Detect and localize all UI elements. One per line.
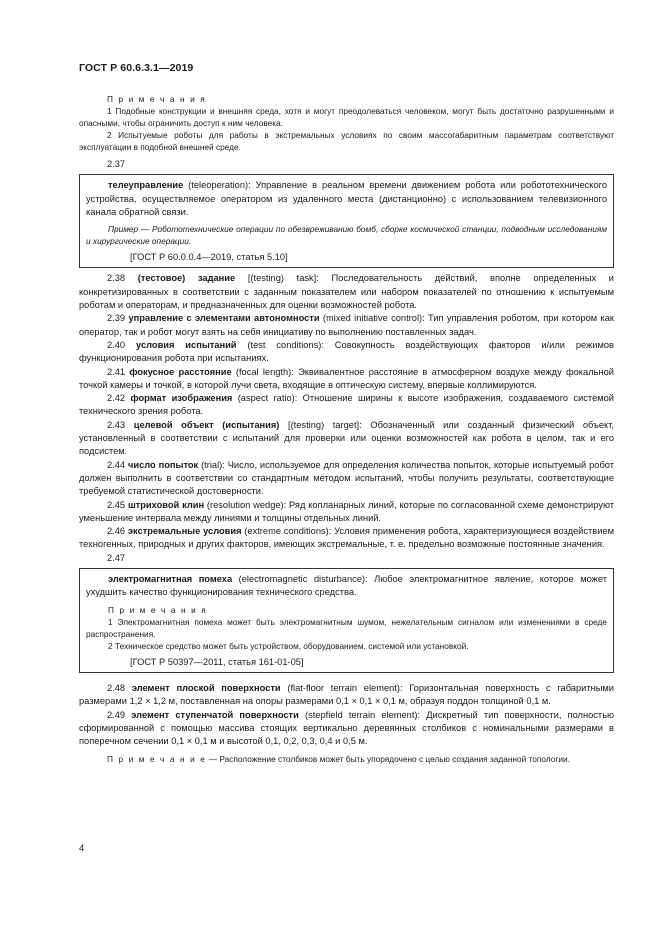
definition-text: (aspect ratio): Отношение ширины к высоте изображения, создаваемого системой технического зрения робота. [79,393,614,417]
note-text: — Расположение столбиков может быть упорядочено с целью создания заданной топологии. [206,754,570,765]
page-number: 4 [79,843,85,854]
definition-text: (resolution wedge): Ряд копланарных линий, которые по согласованной схеме демонстрируют уменьшение интервала между линиями и толщины отдельных линий. [79,499,614,523]
definition-text: (teleoperation): Управление в реальном времени движением робота или робототехнического устройства, осуществляемое оператором из удаленного места (дистанционно) с использованием телевизионного канала обратной связи. [86,180,607,217]
definition-2-41 [79,366,614,393]
definition-2-43 [79,419,614,459]
example [86,223,607,247]
example-text: — Робототехнические операции по обезвреживанию бомб, сборке космической станции, подводным исследованиям и хирургические операции. [86,224,607,247]
section-number: 2.39 [107,313,126,324]
term: управление с элементами автономности [128,313,320,324]
definition-text: (stepfield terrain element): Дискретный тип поверхности, полностью сформированной с помощью массива стоящих вертикально деревянных столбиков с номинальными размерами в поперечном сечении 0,1 × 0,1 м и высотой 0,1, 0,2, 0,3, 0,4 и 0,5 м. [79,709,615,747]
definition-2-38 [79,272,614,312]
reference: [ГОСТ Р 60.0.0.4—2019, статья 5.10] [130,252,288,263]
definition-box-2-47 [79,568,614,673]
definition-2-46 [79,525,614,552]
term: экстремальные условия [127,526,242,537]
notes-2-47 [86,604,607,652]
definition-text: (electromagnetic disturbance): Любое электромагнитное явление, которое может ухудшить качество функционирования технического средства. [86,574,607,598]
section-number: 2.43 [107,419,126,430]
definition-2-42 [79,392,614,419]
term: целевой объект (испытания) [133,419,280,430]
section-number: 2.46 [107,526,126,537]
notes-label: П р и м е ч а н и я [107,94,207,104]
section-number-2-37: 2.37 [107,159,126,169]
definition-text: (trial): Число, используемое для определения количества попыток, которые испытуемый робот должен выполнить в соответствии со стандартным методом испытаний, чтобы получить результаты, соответствующие требуемой статистической достоверности. [79,459,614,497]
term: штриховой клин [127,499,205,510]
definition-text: (mixed initiative control): Тип управления роботом, при котором как оператор, так и робот могут взять на себя инициативу по выполнению поставленных задач. [79,313,614,337]
document-header: ГОСТ Р 60.6.3.1—2019 [79,62,194,74]
section-number: 2.49 [107,709,126,720]
notes-top [79,93,614,153]
definition-text: [(testing) task]: Последовательность действий, вполне определенных и конкретизированных в соответствии с заданным показателем или набором показателей по отношению к испытуемым роботам и операторам, и предназначенных для оценки возможностей робота. [79,273,614,311]
definition-2-48 [79,682,614,709]
definition-2-40 [79,339,614,366]
section-number: 2.44 [107,459,126,470]
definition-text: (test conditions): Совокупность воздействующих факторов и/или режимов функционирования робота при испытаниях. [79,339,614,364]
example-label: Пример [108,224,139,235]
section-number: 2.40 [107,339,126,350]
section-number: 2.41 [107,366,126,377]
reference: [ГОСТ Р 50397—2011, статья 161-01-05] [130,656,304,667]
note-bottom [79,753,614,765]
notes-label: П р и м е ч а н и я [108,604,208,615]
definition-text: (extreme conditions): Условия применения робота, характеризующиеся воздействием техногенных, природных и других факторов, имеющих экстремальные, т. е. предельно возможные постоянные значения. [79,526,614,550]
definition-text: (flat-floor terrain element): Горизонтальная поверхность с габаритными размерами 1,2 × 1,2 м, поставленная на опоры размерами 0,1 × 0,1 × 0,1 м, образуя поддон толщиной 0,1 м. [79,682,614,707]
section-number: 2.42 [107,393,126,404]
definition-2-49 [79,709,614,749]
term: число попыток [127,459,199,470]
definition-text: (focal length): Эквивалентное расстояние в атмосферном воздухе между фокальной точкой камеры и точкой, в которой лучи света, входящие в оптическую систему, впервые коллимируются. [79,366,614,390]
definition-box-2-37 [79,174,614,268]
term: элемент плоской поверхности [131,682,281,693]
term: фокусное расстояние [129,366,232,377]
definition-2-37 [86,179,607,219]
note-2: 2 Испытуемые роботы для работы в экстремальных условиях по своим массогабаритным параметрам соответствуют эксплуатации в подобной внешней среде. [79,130,614,152]
note-label: П р и м е ч а н и е [107,754,207,765]
definition-2-44 [79,459,614,499]
term: (тестовое) задание [137,273,236,284]
term: электромагнитная помеха [108,574,233,585]
definition-text: [(testing) target]: Обозначенный или созданный физический объект, установленный в соответствии с испытаний для проверки или оценки возможностей как робота в целом, так и его подсистем. [79,419,614,457]
section-number-2-47: 2.47 [107,552,126,563]
term: формат изображения [130,393,233,404]
definition-2-45 [79,499,614,526]
note-2: 2 Техническое средство может быть устройством, оборудованием, системой или установкой. [108,640,469,651]
document-body [79,93,614,765]
term: элемент ступенчатой поверхности [131,709,299,720]
section-number: 2.38 [107,273,126,284]
definition-2-39 [79,312,614,339]
term: телеуправление [108,180,184,191]
section-number: 2.45 [107,499,126,510]
definition-2-47 [86,573,607,600]
note-1: 1 Подобные конструкции и внешняя среда, хотя и могут преодолеваться человеком, могут быть достаточно разрушенными и опасными, чтобы ограничить доступ к ним человека. [79,106,614,128]
section-number: 2.48 [107,682,126,693]
note-1: 1 Электромагнитная помеха может быть электромагнитным шумом, нежелательным сигналом или изменениями в среде распространения. [86,616,607,639]
term: условия испытаний [136,339,237,350]
